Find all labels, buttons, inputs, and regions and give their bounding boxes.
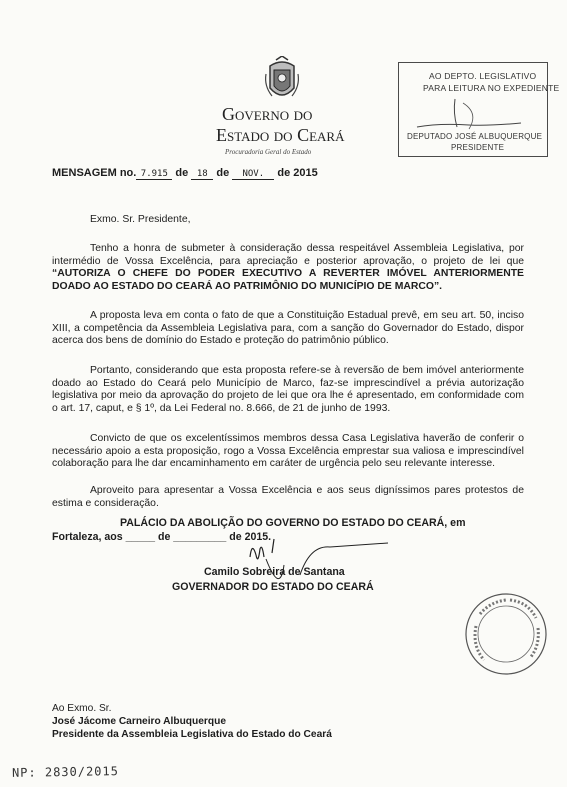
government-title — [216, 104, 376, 146]
mensagem-de-2: de — [216, 167, 230, 179]
salutation: Exmo. Sr. Presidente, — [90, 214, 191, 225]
mensagem-month: NOV. — [232, 169, 274, 180]
mensagem-de-1: de — [175, 167, 189, 179]
paragraph-2-text: A proposta leva em conta o fato de que a Constituição Estadual prevê, em seu art. 50, inciso XIII, a competência da Assembleia Legislativa para, com a sanção do Governador do Estado, dispor acerca dos bens de domínio do Estado e proteção do patrimônio público. — [52, 310, 524, 347]
paragraph-1-bill-title: “AUTORIZA O CHEFE DO PODER EXECUTIVO A REVERTER IMÓVEL ANTERIORMENTE DOADO AO ESTADO DO CEARÁ AO PATRIMÔNIO DO MUNICÍPIO DE MARCO”. — [52, 268, 524, 292]
palacio-line: PALÁCIO DA ABOLIÇÃO DO GOVERNO DO ESTADO DO CEARÁ, em — [120, 517, 466, 529]
paragraph-3 — [52, 365, 524, 415]
stamp-line-1: AO DEPTO. LEGISLATIVO — [429, 71, 537, 81]
recipient-name: José Jácome Carneiro Albuquerque — [52, 715, 226, 727]
protocol-annotation: NP: 2830/2015 — [11, 764, 120, 780]
paragraph-5-text: Aproveito para apresentar a Vossa Excelência e aos seus digníssimos pares protestos de estima e consideração. — [52, 485, 524, 509]
signer-name: Camilo Sobreira de Santana — [204, 566, 345, 578]
signer-title: GOVERNADOR DO ESTADO DO CEARÁ — [172, 581, 374, 593]
paragraph-3-text: Portanto, considerando que esta proposta refere-se à reversão de bem imóvel anteriormente doado ao Estado do Ceará pelo Município de Marco, faz-se imprescindível a prévia autorização legislativa por meio da aprovação do projeto de lei que ora lhe é apresentado, em conformidade com o art. 17, caput, e § 1º, da Lei Federal no. 8.666, de 21 de junho de 1993. — [52, 365, 524, 414]
paragraph-4-text: Convicto de que os excelentíssimos membros dessa Casa Legislativa haverão de conferir o necessário apoio a esta proposição, rogo a Vossa Excelência emprestar sua valiosa e imprescindível colaboração para lhe dar encaminhamento em caráter de urgência pelo seu relevante interesse. — [52, 433, 524, 470]
procuradoria-label: Procuradoria Geral do Estado — [225, 148, 312, 156]
stamp-line-3: DEPUTADO JOSÉ ALBUQUERQUE — [407, 132, 543, 141]
government-title-line2: Estado do Ceará — [216, 125, 345, 145]
recipient-line-1: Ao Exmo. Sr. — [52, 703, 112, 714]
receipt-stamp — [398, 62, 560, 157]
mensagem-label: MENSAGEM no. — [52, 167, 137, 179]
coat-of-arms-icon — [262, 56, 302, 106]
stamp-line-4: PRESIDENTE — [451, 143, 505, 152]
paragraph-1-text: Tenho a honra de submeter à consideração dessa respeitável Assembleia Legislativa, por intermédio de Vossa Excelência, para apreciação e posterior aprovação, o projeto de lei que — [52, 243, 524, 267]
mensagem-day: 18 — [191, 169, 213, 180]
government-title-line1: Governo do — [222, 104, 313, 124]
mensagem-year: de 2015 — [277, 167, 318, 179]
mensagem-line — [52, 167, 318, 180]
mensagem-number: 7.915 — [136, 169, 172, 180]
recipient-title: Presidente da Assembleia Legislativa do Estado do Ceará — [52, 728, 332, 740]
fortaleza-date-line: Fortaleza, aos _____ de _________ de 2015. — [52, 531, 272, 543]
round-seal-stamp-icon — [460, 588, 552, 680]
paragraph-5 — [52, 485, 524, 510]
stamp-scribble-icon — [409, 93, 529, 133]
paragraph-2 — [52, 310, 524, 348]
paragraph-1 — [52, 243, 524, 293]
recipient-block — [52, 703, 332, 741]
paragraph-4 — [52, 433, 524, 471]
stamp-line-2: PARA LEITURA NO EXPEDIENTE — [423, 83, 560, 93]
